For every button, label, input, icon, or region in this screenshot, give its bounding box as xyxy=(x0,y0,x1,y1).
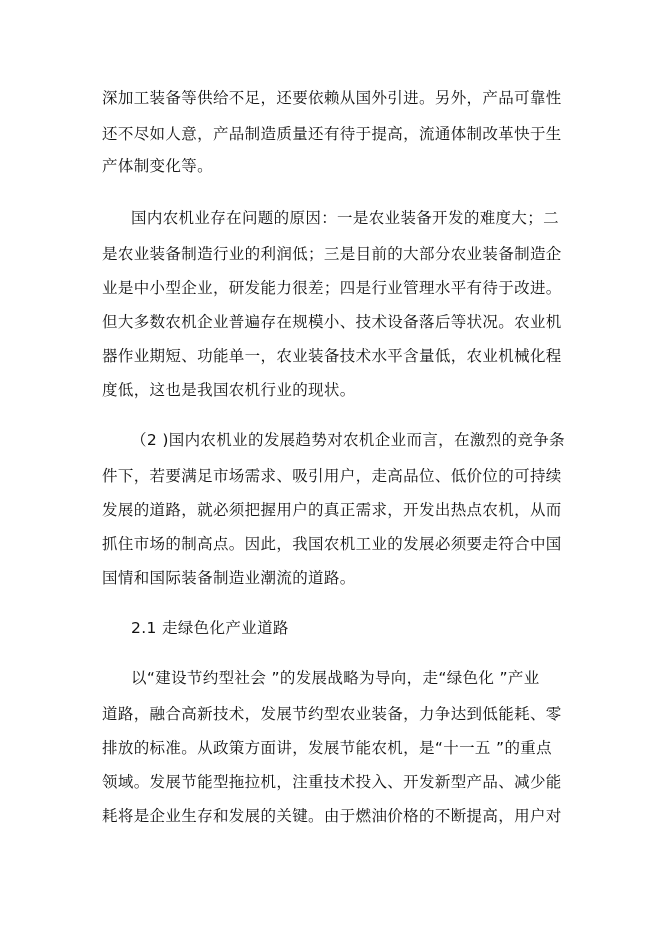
text-line: 道路，融合高新技术，发展节约型农业装备，力争达到低能耗、零 xyxy=(102,705,562,723)
text-line: 件下，若要满足市场需求、吸引用户，走高品位、低价位的可持续 xyxy=(102,467,562,485)
text-line: 抓住市场的制高点。因此，我国农机工业的发展必须要走符合中国 xyxy=(102,535,562,553)
text-line: 发展的道路，就必须把握用户的真正需求，开发出热点农机，从而 xyxy=(102,501,562,519)
text-line: 业是中小型企业，研发能力很差；四是行业管理水平有待于改进。 xyxy=(102,279,562,297)
text-line: 国情和国际装备制造业潮流的道路。 xyxy=(102,569,356,587)
text-line: 器作业期短、功能单一，农业装备技术水平含量低，农业机械化程 xyxy=(102,347,562,365)
text-line: 还不尽如人意，产品制造质量还有待于提高，流通体制改革快于生 xyxy=(102,125,562,143)
text-line: 耗将是企业生存和发展的关键。由于燃油价格的不断提高，用户对 xyxy=(102,807,562,825)
text-line: 国内农机业存在问题的原因：一是农业装备开发的难度大；二 xyxy=(131,209,559,227)
text-line: 深加工装备等供给不足，还要依赖从国外引进。另外，产品可靠性 xyxy=(102,89,562,107)
text-line: 以“建设节约型社会 ”的发展战略为导向，走“绿色化 ”产业 xyxy=(131,669,540,687)
text-line: 领域。发展节能型拖拉机，注重技术投入、开发新型产品、减少能 xyxy=(102,773,562,791)
section-heading: 2.1 走绿色化产业道路 xyxy=(131,619,289,637)
text-line: （2 )国内农机业的发展趋势对农机企业而言，在激烈的竞争条 xyxy=(131,431,565,449)
text-line: 排放的标准。从政策方面讲，发展节能农机，是“十一五 ”的重点 xyxy=(102,739,552,757)
text-line: 度低，这也是我国农机行业的现状。 xyxy=(102,381,356,399)
text-line: 但大多数农机企业普遍存在规模小、技术设备落后等状况。农业机 xyxy=(102,313,562,331)
text-line: 产体制变化等。 xyxy=(102,157,213,175)
text-line: 是农业装备制造行业的利润低；三是目前的大部分农业装备制造企 xyxy=(102,245,562,263)
